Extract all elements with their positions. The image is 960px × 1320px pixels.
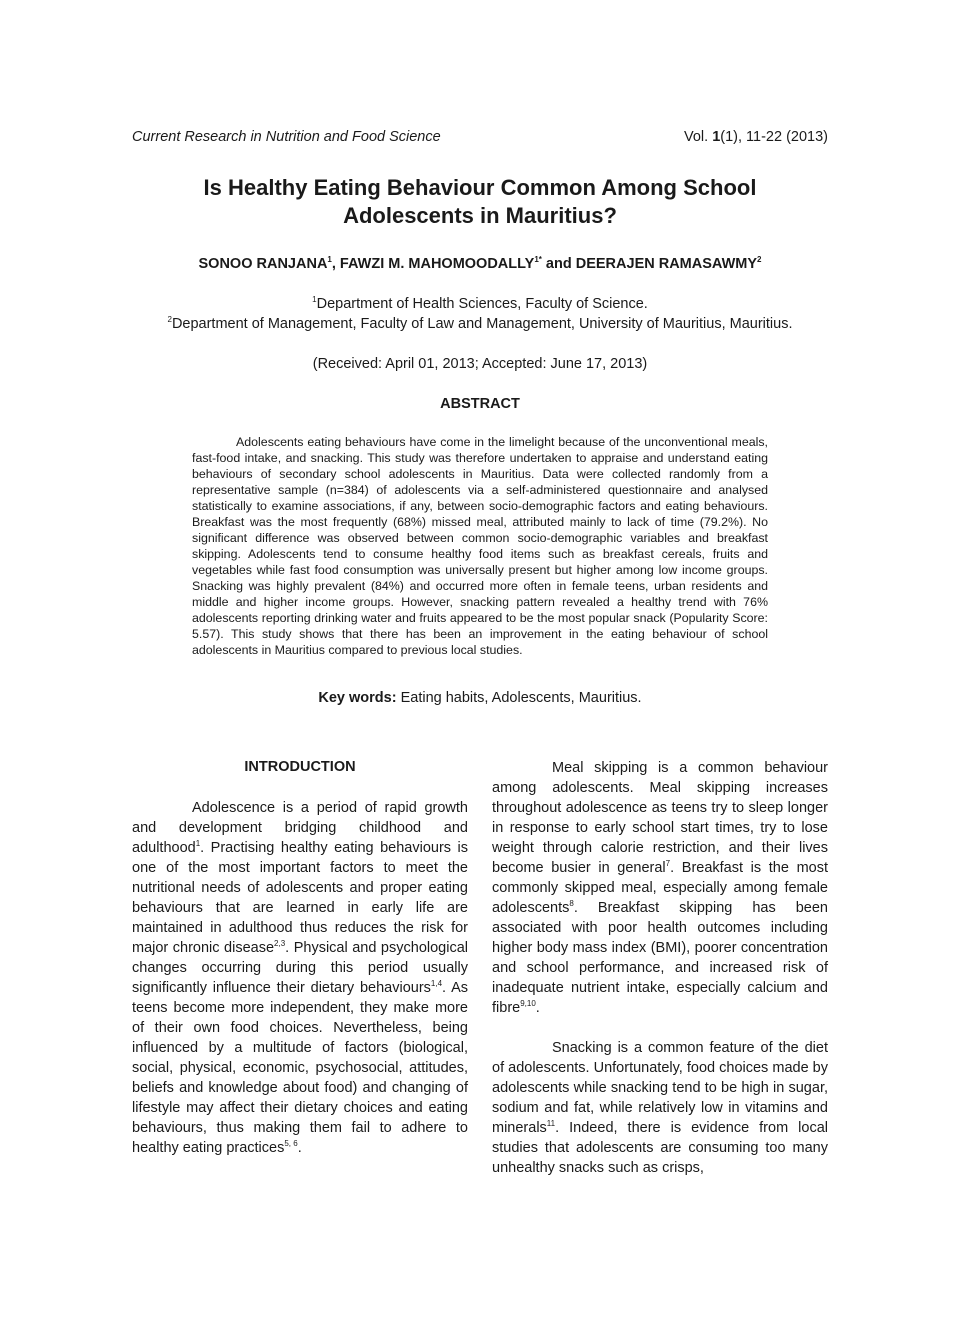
- author-1: SONOO RANJANA: [198, 256, 328, 272]
- volume-number: 1: [712, 129, 721, 145]
- text-run: . As teens become more independent, they make more of their own food choices. Nevertheless, being influenced by a multitude of factors (biological, social, physical, economic, psychosocial, attitudes, beliefs and knowledge about food) and changing of lifestyle may affect their dietary choices and eating behaviours, thus making them fail to adhere to healthy eating practices: [132, 980, 468, 1156]
- citation: 1: [195, 839, 201, 848]
- text-run: . Indeed, there is evidence from local studies that adolescents are consuming too many unhealthy snacks such as crisps,: [492, 1120, 828, 1176]
- intro-paragraph-3: [492, 1038, 828, 1178]
- keywords-text: Eating habits, Adolescents, Mauritius.: [396, 690, 642, 706]
- author-2: , FAWZI M. MAHOMOODALLY: [331, 256, 535, 272]
- text-run: . Breakfast is the most commonly skipped meal, especially among female adolescents: [492, 860, 828, 916]
- text-run: . Physical and psychological changes occurring during this period usually significantly influence their dietary behaviours: [132, 940, 468, 996]
- author-list: [60, 256, 900, 272]
- volume-info: [684, 129, 828, 145]
- text-run: Adolescence is a period of rapid growth and development bridging childhood and adulthood: [132, 800, 468, 856]
- text-run: Snacking is a common feature of the diet of adolescents. Unfortunately, food choices made by adolescents while snacking tend to be high in sugar, sodium and fat, while relatively low in vitamins and minerals: [492, 1040, 828, 1136]
- introduction-heading: INTRODUCTION: [244, 759, 356, 775]
- affiliation-1: [60, 296, 900, 312]
- citation: 1,4: [430, 979, 443, 988]
- affiliation-1-marker: 1: [312, 295, 317, 304]
- citation: 9,10: [520, 999, 536, 1008]
- author-1-affil: 1: [327, 255, 332, 264]
- title-line-2: Adolescents in Mauritius?: [343, 203, 617, 228]
- author-3: and DEERAJEN RAMASAWMY: [541, 256, 758, 272]
- paper-title: [100, 174, 860, 230]
- citation: 7: [665, 859, 671, 868]
- abstract-text: Adolescents eating behaviours have come in the limelight because of the unconventional meals, fast-food intake, and snacking. This study was therefore undertaken to appraise and understand eating behaviours of secondary school adolescents in Mauritius. Data were collected randomly from a representative sample (n=384) of adolescents via a self-administered questionnaire and analysed statistically to examine associations, if any, between socio-demographic factors and eating behaviours. Breakfast was the most frequently (68%) missed meal, attributed mainly to lack of time (79.2%). No significant difference was observed between common socio-demographic variables and breakfast skipping. Adolescents tend to consume healthy food items such as breakfast cereals, fruits and vegetables while fast food consumption was universally present but higher among low income groups. Snacking was highly prevalent (84%) and occurred more often in female teens, urban residents and middle and higher income groups. However, snacking pattern revealed a healthy trend with 76% adolescents reporting drinking water and fruits appeared to be the most popular snack (Popularity Score: 5.57). This study shows that there has been an improvement in the eating behaviour of school adolescents in Mauritius compared to previous local studies.: [192, 435, 768, 657]
- intro-paragraph-1: [132, 798, 468, 1158]
- citation: 5, 6: [284, 1139, 298, 1148]
- text-run: Meal skipping is a common behaviour among adolescents. Meal skipping increases throughout adolescence as teens try to sleep longer in response to early school start times, try to lose weight through calorie restriction, and their lives become busier in general: [492, 760, 828, 876]
- abstract-heading: ABSTRACT: [440, 396, 520, 412]
- journal-name: Current Research in Nutrition and Food Science: [132, 129, 441, 145]
- left-column: [132, 798, 468, 1158]
- title-line-1: Is Healthy Eating Behaviour Common Among School: [203, 175, 757, 200]
- affiliation-1-text: Department of Health Sciences, Faculty of Science.: [316, 296, 648, 312]
- text-run: .: [535, 1000, 540, 1016]
- volume-prefix: Vol.: [683, 129, 713, 145]
- affiliation-2: [60, 316, 900, 332]
- keywords-label: Key words:: [318, 690, 397, 706]
- received-dates: (Received: April 01, 2013; Accepted: June 17, 2013): [312, 356, 648, 372]
- affiliation-2-marker: 2: [167, 315, 172, 324]
- author-2-affil: 1*: [534, 255, 542, 264]
- volume-suffix: (1), 11-22 (2013): [720, 129, 828, 145]
- text-run: .: [297, 1140, 302, 1156]
- citation: 8: [569, 899, 574, 908]
- citation: 2,3: [274, 939, 286, 948]
- affiliation-2-text: Department of Management, Faculty of Law and Management, University of Mauritius, Mauritius.: [171, 316, 793, 332]
- author-3-affil: 2: [757, 255, 762, 264]
- intro-paragraph-2: [492, 758, 828, 1018]
- right-column: [492, 758, 828, 1178]
- text-run: . Practising healthy eating behaviours is one of the most important factors to meet the nutritional needs of adolescents and proper eating behaviours that are learned in early life are maintained in adulthood thus reduces the risk for major chronic disease: [132, 840, 468, 956]
- citation: 11: [546, 1119, 556, 1128]
- text-run: . Breakfast skipping has been associated with poor health outcomes including higher body mass index (BMI), poorer concentration and school performance, and increased risk of inadequate nutrient intake, especially calcium and fibre: [492, 900, 828, 1016]
- keywords: [60, 690, 900, 706]
